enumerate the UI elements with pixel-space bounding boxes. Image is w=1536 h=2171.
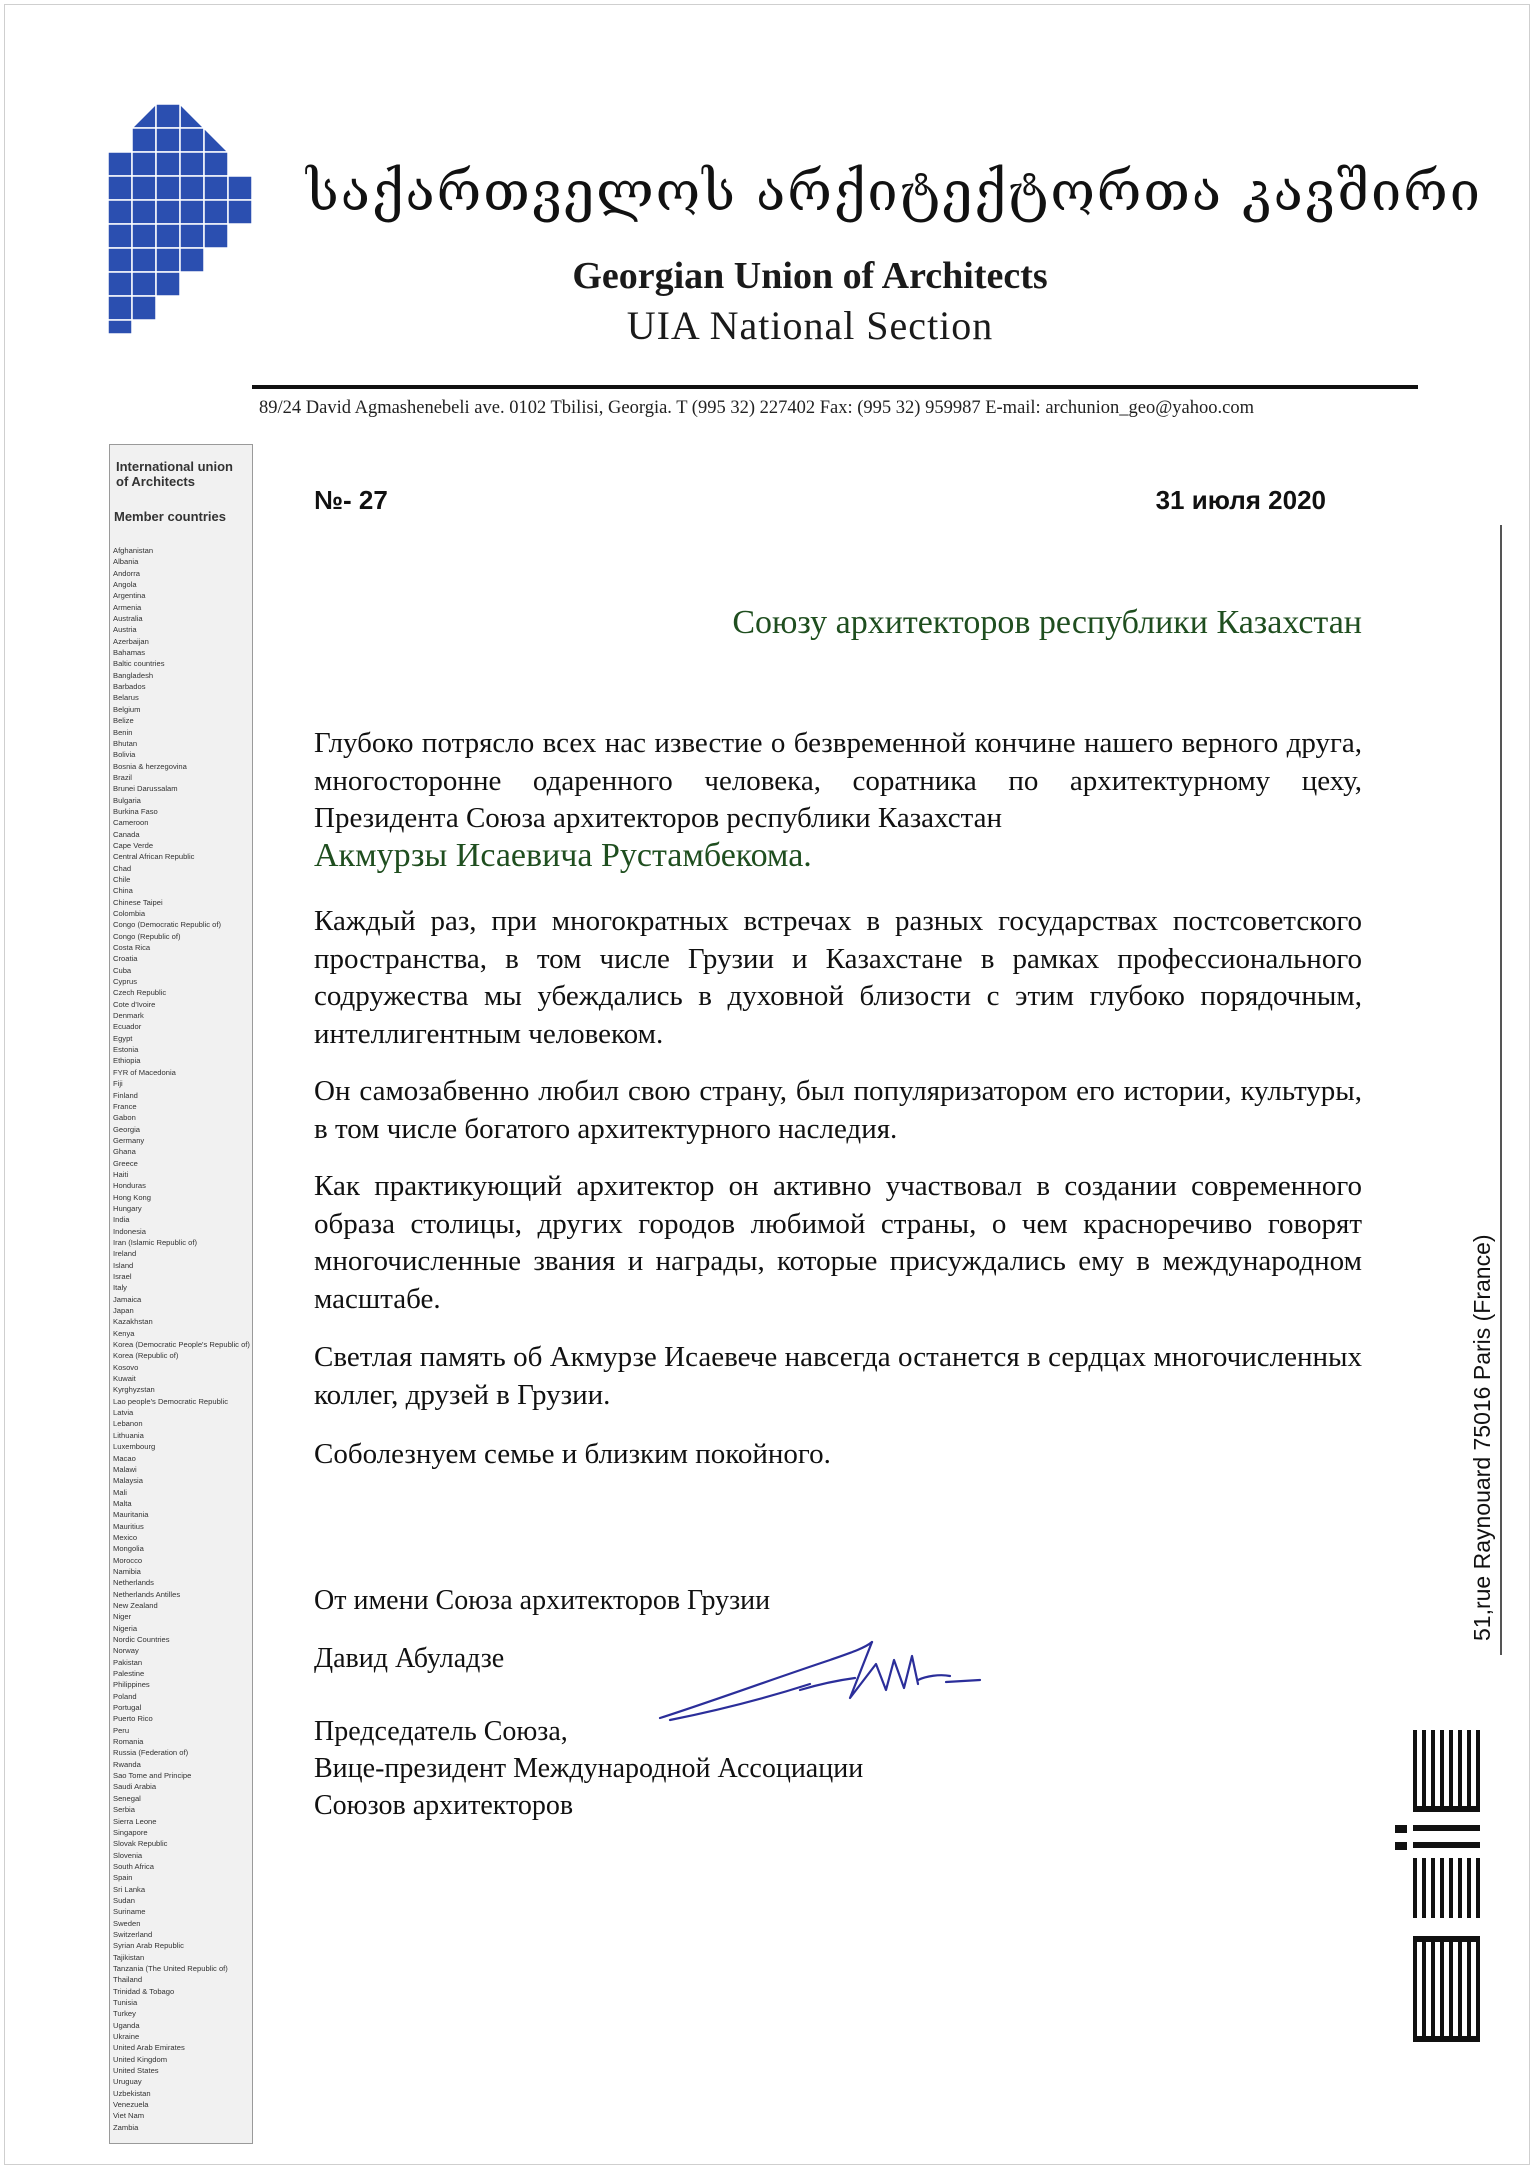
country-item: Latvia	[113, 1408, 134, 1418]
country-item: Netherlands	[113, 1578, 154, 1588]
country-item: Chinese Taipei	[113, 897, 163, 907]
country-item: New Zealand	[113, 1600, 158, 1610]
country-item: Singapore	[113, 1827, 148, 1837]
country-item: Tunisia	[113, 1998, 138, 2007]
country-item: Macao	[113, 1453, 136, 1463]
header-english-title: Georgian Union of Architects	[572, 255, 1048, 297]
country-item: Mauritania	[113, 1510, 149, 1520]
country-item: Sweden	[113, 1918, 141, 1928]
country-item: Egypt	[113, 1033, 133, 1043]
country-item: Cape Verde	[113, 840, 154, 850]
country-item: Poland	[113, 1691, 137, 1701]
country-item: Malaysia	[113, 1476, 143, 1486]
country-item: Iran (Islamic Republic of)	[113, 1237, 197, 1247]
country-item: Cote d'Ivoire	[113, 999, 156, 1009]
country-item: China	[113, 886, 133, 896]
country-item: Bulgaria	[113, 795, 141, 805]
country-item: Hong Kong	[113, 1192, 151, 1202]
country-item: Indonesia	[113, 1226, 146, 1236]
country-item: Ecuador	[113, 1022, 142, 1032]
country-item: Germany	[113, 1135, 145, 1145]
country-item: Lao people's Democratic Republic	[113, 1396, 228, 1406]
country-list	[113, 545, 251, 2133]
country-item: Kazakhstan	[113, 1317, 153, 1327]
country-item: Venezuela	[113, 2100, 149, 2110]
country-item: Niger	[113, 1612, 132, 1622]
sidebar-heading: International union of Architects	[116, 459, 233, 489]
country-item: Serbia	[113, 1805, 135, 1815]
country-item: Sri Lanka	[113, 1884, 146, 1894]
country-item: Andorra	[113, 568, 141, 578]
country-item: Kenya	[113, 1328, 135, 1338]
country-item: United States	[113, 2066, 159, 2076]
country-item: Viet Nam	[113, 2111, 145, 2121]
country-item: Sudan	[113, 1895, 135, 1905]
country-item: Uganda	[113, 2020, 140, 2030]
country-item: Rwanda	[113, 1759, 141, 1769]
country-item: Cyprus	[113, 977, 138, 987]
signatory-title-1: Председатель Союза,	[314, 1716, 568, 1747]
country-item: Israel	[113, 1272, 132, 1281]
country-item: Finland	[113, 1090, 138, 1100]
country-item: Barbados	[113, 682, 146, 692]
country-item: United Kingdom	[113, 2054, 168, 2064]
country-item: Greece	[113, 1158, 138, 1168]
country-item: Kuwait	[113, 1374, 136, 1384]
country-item: Luxembourg	[113, 1442, 156, 1452]
country-item: Italy	[113, 1283, 127, 1293]
country-item: Mauritius	[113, 1521, 144, 1531]
country-item: Syrian Arab Republic	[113, 1941, 184, 1951]
country-item: Bahamas	[113, 648, 146, 658]
country-item: Ireland	[113, 1249, 137, 1259]
signature-on-behalf: От имени Союза архитекторов Грузии	[314, 1585, 771, 1616]
country-item: Bosnia & herzegovina	[113, 761, 187, 771]
header-georgian-title: საქართველოს არქიტექტორთა კავშირი	[306, 160, 1482, 223]
recipient-line: Союзу архитекторов республики Казахстан	[732, 604, 1362, 641]
country-item: Haiti	[113, 1169, 129, 1179]
country-item: Korea (Democratic People's Republic of)	[113, 1340, 250, 1350]
uia-logo	[1395, 1730, 1495, 2050]
country-item: Kyrghyzstan	[113, 1385, 155, 1395]
header-address: 89/24 David Agmashenebeli ave. 0102 Tbilisi, Georgia. T (995 32) 227402 Fax: (995 32) 959987 E-mail: archunion_geo@yahoo.com	[259, 398, 1254, 418]
country-item: Namibia	[113, 1566, 141, 1576]
country-item: Congo (Republic of)	[113, 931, 181, 941]
paragraph-4: Как практикующий архитектор он активно участвовал в создании современного образа столицы, других городов любимой страны, о чем красноречиво говорят многочисленные звания и награды, которые присуждались ему в международном масштабе.	[314, 1170, 1362, 1315]
country-item: Nordic Countries	[113, 1635, 170, 1644]
country-item: Korea (Republic of)	[113, 1351, 179, 1361]
country-item: Belgium	[113, 704, 141, 714]
country-item: Brazil	[113, 772, 132, 782]
country-item: Belarus	[113, 693, 139, 703]
country-item: Jamaica	[113, 1294, 142, 1304]
country-item: India	[113, 1215, 130, 1225]
country-item: Thailand	[113, 1975, 143, 1985]
country-item: Ethiopia	[113, 1056, 141, 1066]
country-item: Portugal	[113, 1703, 142, 1713]
right-margin-rule	[1500, 525, 1502, 1655]
country-item: Lithuania	[113, 1430, 144, 1440]
country-item: Albania	[113, 557, 139, 567]
country-item: Mongolia	[113, 1544, 144, 1554]
country-item: Nigeria	[113, 1623, 138, 1633]
country-item: Slovenia	[113, 1850, 143, 1860]
country-item: Netherlands Antilles	[113, 1589, 181, 1599]
country-item: Argentina	[113, 591, 146, 601]
country-item: Ghana	[113, 1147, 136, 1157]
country-item: Chad	[113, 863, 132, 873]
country-item: Brunei Darussalam	[113, 784, 178, 794]
country-item: Benin	[113, 727, 133, 737]
header-uia-section: UIA National Section	[626, 303, 994, 348]
country-item: Kosovo	[113, 1362, 139, 1372]
country-item: Costa Rica	[113, 943, 151, 953]
paragraph-3: Он самозабвенно любил свою страну, был популяризатором его истории, культуры, в том числе богатого архитектурного наследия.	[314, 1075, 1362, 1145]
country-item: Uzbekistan	[113, 2088, 151, 2098]
country-item: Chile	[113, 874, 131, 884]
country-item: Sierra Leone	[113, 1816, 157, 1826]
country-item: Honduras	[113, 1181, 146, 1191]
country-item: Belize	[113, 716, 134, 726]
country-item: Canada	[113, 829, 140, 839]
country-item: Congo (Democratic Republic of)	[113, 920, 222, 930]
country-item: Croatia	[113, 954, 138, 964]
gua-logo	[108, 104, 254, 334]
country-item: Australia	[113, 614, 143, 624]
signatory-title-2: Вице-президент Международной Ассоциации	[314, 1753, 864, 1784]
country-item: Bangladesh	[113, 670, 154, 680]
country-item: Azerbaijan	[113, 636, 149, 646]
country-item: United Arab Emirates	[113, 2043, 185, 2053]
country-item: Romania	[113, 1737, 144, 1747]
deceased-name: Акмурзы Исаевича Рустамбекома.	[314, 837, 812, 874]
country-item: Malta	[113, 1498, 132, 1508]
country-item: Tanzania (The United Republic of)	[113, 1963, 228, 1973]
country-item: Austria	[113, 625, 137, 635]
country-item: Fiji	[113, 1079, 123, 1089]
country-item: Central African Republic	[113, 852, 195, 862]
paragraph-1: Глубоко потрясло всех нас известие о безвременной кончине нашего верного друга, многосторонне одаренного человека, соратника по архитектурному цеху, Президента Союза архитекторов республики Казахстан	[314, 727, 1362, 834]
country-item: Russia (Federation of)	[113, 1748, 189, 1758]
paragraph-6: Соболезнуем семье и близким покойного.	[314, 1438, 831, 1470]
country-item: Senegal	[113, 1793, 141, 1803]
country-item: Pakistan	[113, 1657, 143, 1667]
member-countries-sidebar	[109, 444, 253, 2144]
country-item: Switzerland	[113, 1929, 153, 1939]
country-item: Philippines	[113, 1680, 150, 1690]
country-item: Japan	[113, 1306, 134, 1316]
country-item: France	[113, 1101, 137, 1111]
country-item: Angola	[113, 580, 137, 590]
country-item: Spain	[113, 1873, 133, 1883]
country-item: Trinidad & Tobago	[113, 1986, 175, 1996]
document-date: 31 июля 2020	[1155, 485, 1326, 515]
country-item: Peru	[113, 1725, 130, 1735]
signatory-name: Давид Абуладзе	[314, 1643, 505, 1674]
country-item: Uruguay	[113, 2077, 142, 2087]
country-item: Georgia	[113, 1124, 141, 1134]
country-item: Cameroon	[113, 818, 149, 828]
country-item: Bolivia	[113, 750, 136, 760]
country-item: Hungary	[113, 1203, 142, 1213]
country-item: Ukraine	[113, 2032, 140, 2042]
country-item: Zambia	[113, 2122, 139, 2132]
country-item: Island	[113, 1260, 134, 1270]
country-item: Baltic countries	[113, 659, 165, 669]
country-item: Saudi Arabia	[113, 1782, 157, 1792]
country-item: Puerto Rico	[113, 1714, 153, 1724]
country-item: Cuba	[113, 965, 132, 975]
country-item: Czech Republic	[113, 988, 167, 998]
country-item: Turkey	[113, 2009, 136, 2019]
country-item: Afghanistan	[113, 546, 154, 555]
sidebar-subheading: Member countries	[114, 509, 226, 524]
uia-paris-address: 51,rue Raynouard 75016 Paris (France)	[1469, 1234, 1495, 1641]
country-item: Denmark	[113, 1011, 144, 1021]
country-item: Armenia	[113, 602, 142, 612]
paragraph-2: Каждый раз, при многократных встречах в разных государствах постсоветского пространства, в том числе Грузии и Казахстане в рамках профессионального содружества мы убеждались в духовной близости с этим глубоко порядочным, интеллигентным человеком.	[314, 905, 1362, 1050]
country-item: Tajikistan	[113, 1952, 145, 1962]
document-number: №- 27	[314, 485, 388, 515]
country-item: Slovak Republic	[113, 1839, 168, 1849]
country-item: Colombia	[113, 909, 146, 918]
country-item: Estonia	[113, 1045, 139, 1055]
country-item: Suriname	[113, 1907, 146, 1917]
country-item: Palestine	[113, 1669, 145, 1679]
country-item: Lebanon	[113, 1419, 143, 1429]
country-item: South Africa	[113, 1861, 154, 1871]
country-item: FYR of Macedonia	[113, 1067, 176, 1077]
country-item: Malawi	[113, 1464, 137, 1474]
country-item: Sao Tome and Principe	[113, 1771, 192, 1781]
country-item: Mali	[113, 1487, 127, 1497]
country-item: Burkina Faso	[113, 806, 158, 816]
handwritten-signature	[650, 1620, 990, 1740]
signatory-title-3: Союзов архитекторов	[314, 1790, 574, 1821]
header-divider	[252, 385, 1418, 389]
country-item: Bhutan	[113, 738, 138, 748]
paragraph-5: Светлая память об Акмурзе Исаевече навсегда останется в сердцах многочисленных коллег, друзей в Грузии.	[314, 1341, 1362, 1411]
country-item: Mexico	[113, 1532, 138, 1542]
country-item: Morocco	[113, 1555, 143, 1565]
country-item: Norway	[113, 1646, 139, 1656]
country-item: Gabon	[113, 1113, 136, 1123]
